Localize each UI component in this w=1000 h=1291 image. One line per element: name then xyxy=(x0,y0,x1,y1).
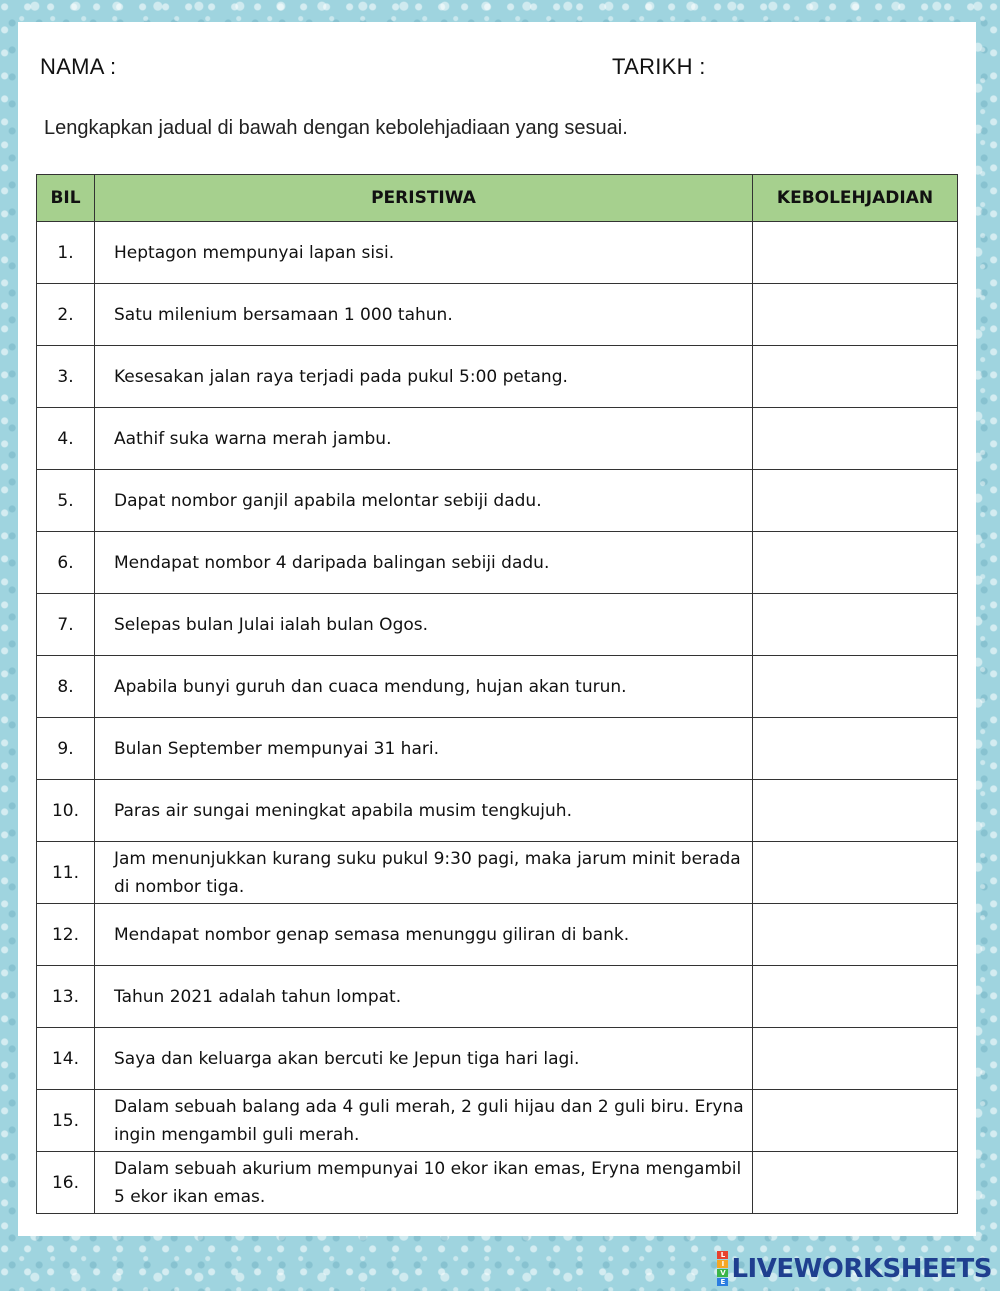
row-number: 11. xyxy=(37,842,95,904)
row-number: 15. xyxy=(37,1090,95,1152)
answer-cell[interactable] xyxy=(753,532,958,594)
row-number: 12. xyxy=(37,904,95,966)
table-row xyxy=(37,656,958,718)
answer-cell[interactable] xyxy=(753,656,958,718)
probability-table xyxy=(36,174,958,1214)
event-description: Selepas bulan Julai ialah bulan Ogos. xyxy=(95,594,753,656)
row-number: 2. xyxy=(37,284,95,346)
answer-cell[interactable] xyxy=(753,780,958,842)
table-row xyxy=(37,222,958,284)
instruction-text: Lengkapkan jadual di bawah dengan kebolehjadiaan yang sesuai. xyxy=(44,117,628,139)
event-description: Bulan September mempunyai 31 hari. xyxy=(95,718,753,780)
answer-cell[interactable] xyxy=(753,842,958,904)
table-row xyxy=(37,284,958,346)
table-row xyxy=(37,780,958,842)
table-row xyxy=(37,470,958,532)
answer-cell[interactable] xyxy=(753,594,958,656)
event-description: Satu milenium bersamaan 1 000 tahun. xyxy=(95,284,753,346)
live-letter: L xyxy=(717,1251,728,1259)
table-header-row xyxy=(37,175,958,222)
event-description: Kesesakan jalan raya terjadi pada pukul 5:00 petang. xyxy=(95,346,753,408)
answer-cell[interactable] xyxy=(753,1090,958,1152)
table-row xyxy=(37,1090,958,1152)
event-description: Mendapat nombor 4 daripada balingan sebiji dadu. xyxy=(95,532,753,594)
answer-cell[interactable] xyxy=(753,1028,958,1090)
live-letter: V xyxy=(717,1269,728,1277)
answer-cell[interactable] xyxy=(753,222,958,284)
table-row xyxy=(37,346,958,408)
answer-cell[interactable] xyxy=(753,346,958,408)
row-number: 1. xyxy=(37,222,95,284)
event-description: Apabila bunyi guruh dan cuaca mendung, hujan akan turun. xyxy=(95,656,753,718)
event-description: Aathif suka warna merah jambu. xyxy=(95,408,753,470)
answer-cell[interactable] xyxy=(753,470,958,532)
event-description: Dalam sebuah balang ada 4 guli merah, 2 guli hijau dan 2 guli biru. Eryna ingin mengambil guli merah. xyxy=(95,1090,753,1152)
row-number: 5. xyxy=(37,470,95,532)
row-number: 13. xyxy=(37,966,95,1028)
row-number: 4. xyxy=(37,408,95,470)
table-row xyxy=(37,966,958,1028)
column-header-peristiwa: PERISTIWA xyxy=(95,175,753,222)
answer-cell[interactable] xyxy=(753,408,958,470)
worksheet-page xyxy=(18,22,976,1236)
live-letter: I xyxy=(717,1260,728,1268)
answer-cell[interactable] xyxy=(753,718,958,780)
row-number: 6. xyxy=(37,532,95,594)
column-header-bil: BIL xyxy=(37,175,95,222)
table-row xyxy=(37,1152,958,1214)
event-description: Tahun 2021 adalah tahun lompat. xyxy=(95,966,753,1028)
live-badge-icon xyxy=(717,1251,728,1287)
row-number: 10. xyxy=(37,780,95,842)
date-label: TARIKH : xyxy=(612,54,706,79)
answer-cell[interactable] xyxy=(753,904,958,966)
table-row xyxy=(37,408,958,470)
event-description: Dalam sebuah akurium mempunyai 10 ekor ikan emas, Eryna mengambil 5 ekor ikan emas. xyxy=(95,1152,753,1214)
event-description: Mendapat nombor genap semasa menunggu giliran di bank. xyxy=(95,904,753,966)
table-row xyxy=(37,904,958,966)
brand-name: LIVEWORKSHEETS xyxy=(731,1254,992,1284)
table-row xyxy=(37,718,958,780)
row-number: 7. xyxy=(37,594,95,656)
name-label: NAMA : xyxy=(40,54,117,79)
row-number: 14. xyxy=(37,1028,95,1090)
table-row xyxy=(37,1028,958,1090)
table-row xyxy=(37,842,958,904)
live-letter: E xyxy=(717,1278,728,1286)
row-number: 16. xyxy=(37,1152,95,1214)
table-row xyxy=(37,532,958,594)
event-description: Heptagon mempunyai lapan sisi. xyxy=(95,222,753,284)
column-header-kebolehjadian: KEBOLEHJADIAN xyxy=(753,175,958,222)
answer-cell[interactable] xyxy=(753,966,958,1028)
event-description: Saya dan keluarga akan bercuti ke Jepun tiga hari lagi. xyxy=(95,1028,753,1090)
answer-cell[interactable] xyxy=(753,284,958,346)
table-row xyxy=(37,594,958,656)
row-number: 8. xyxy=(37,656,95,718)
row-number: 9. xyxy=(37,718,95,780)
liveworksheets-logo xyxy=(717,1251,992,1287)
row-number: 3. xyxy=(37,346,95,408)
answer-cell[interactable] xyxy=(753,1152,958,1214)
event-description: Paras air sungai meningkat apabila musim tengkujuh. xyxy=(95,780,753,842)
event-description: Jam menunjukkan kurang suku pukul 9:30 pagi, maka jarum minit berada di nombor tiga. xyxy=(95,842,753,904)
event-description: Dapat nombor ganjil apabila melontar sebiji dadu. xyxy=(95,470,753,532)
